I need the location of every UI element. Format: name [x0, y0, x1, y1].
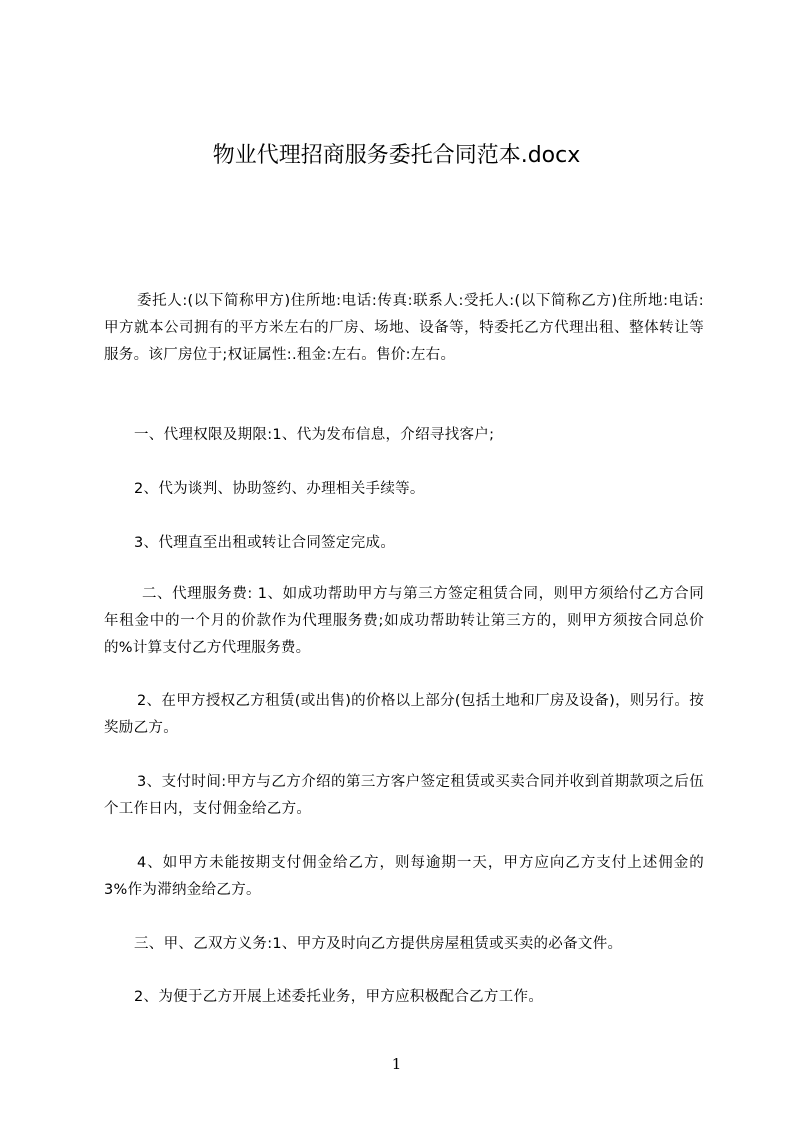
paragraph-negotiation: 2、代为谈判、协助签约、办理相关手续等。 — [134, 481, 425, 497]
page-number: 1 — [391, 1055, 402, 1073]
paragraph-service-fee: 二、代理服务费: 1、如成功帮助甲方与第三方签定租赁合同，则甲方须给付乙方合同年租金中的一个月的价款作为代理服务费;如成功帮助转让第三方的，则甲方须按合同总价的%计算支付乙方代理服务费。 — [104, 586, 704, 656]
paragraph-payment-time: 3、支付时间:甲方与乙方介绍的第三方客户签定租赁或买卖合同并收到首期款项之后伍个工作日内，支付佣金给乙方。 — [104, 774, 704, 817]
paragraph-agency-scope: 一、代理权限及期限:1、代为发布信息，介绍寻找客户; — [134, 427, 495, 443]
paragraph-agency-term: 3、代理直至出租或转让合同签定完成。 — [134, 535, 396, 551]
paragraph-late-fee: 4、如甲方未能按期支付佣金给乙方，则每逾期一天，甲方应向乙方支付上述佣金的 3%作为滞纳金给乙方。 — [104, 855, 704, 898]
paragraph-obligations: 三、甲、乙双方义务:1、甲方及时向乙方提供房屋租赁或买卖的必备文件。 — [134, 936, 623, 952]
paragraph-cooperation: 2、为便于乙方开展上述委托业务，甲方应积极配合乙方工作。 — [134, 989, 544, 1005]
document-title: 物业代理招商服务委托合同范本.docx — [212, 143, 581, 168]
paragraph-bonus: 2、在甲方授权乙方租赁(或出售)的价格以上部分(包括土地和厂房及设备)，则另行。按奖励乙方。 — [104, 693, 704, 736]
paragraph-parties: 委托人:(以下简称甲方)住所地:电话:传真:联系人:受托人:(以下简称乙方)住所地:电话:甲方就本公司拥有的平方米左右的厂房、场地、设备等，特委托乙方代理出租、整体转让等服务。该厂房位于;权证属性:.租金:左右。售价:左右。 — [104, 293, 704, 363]
